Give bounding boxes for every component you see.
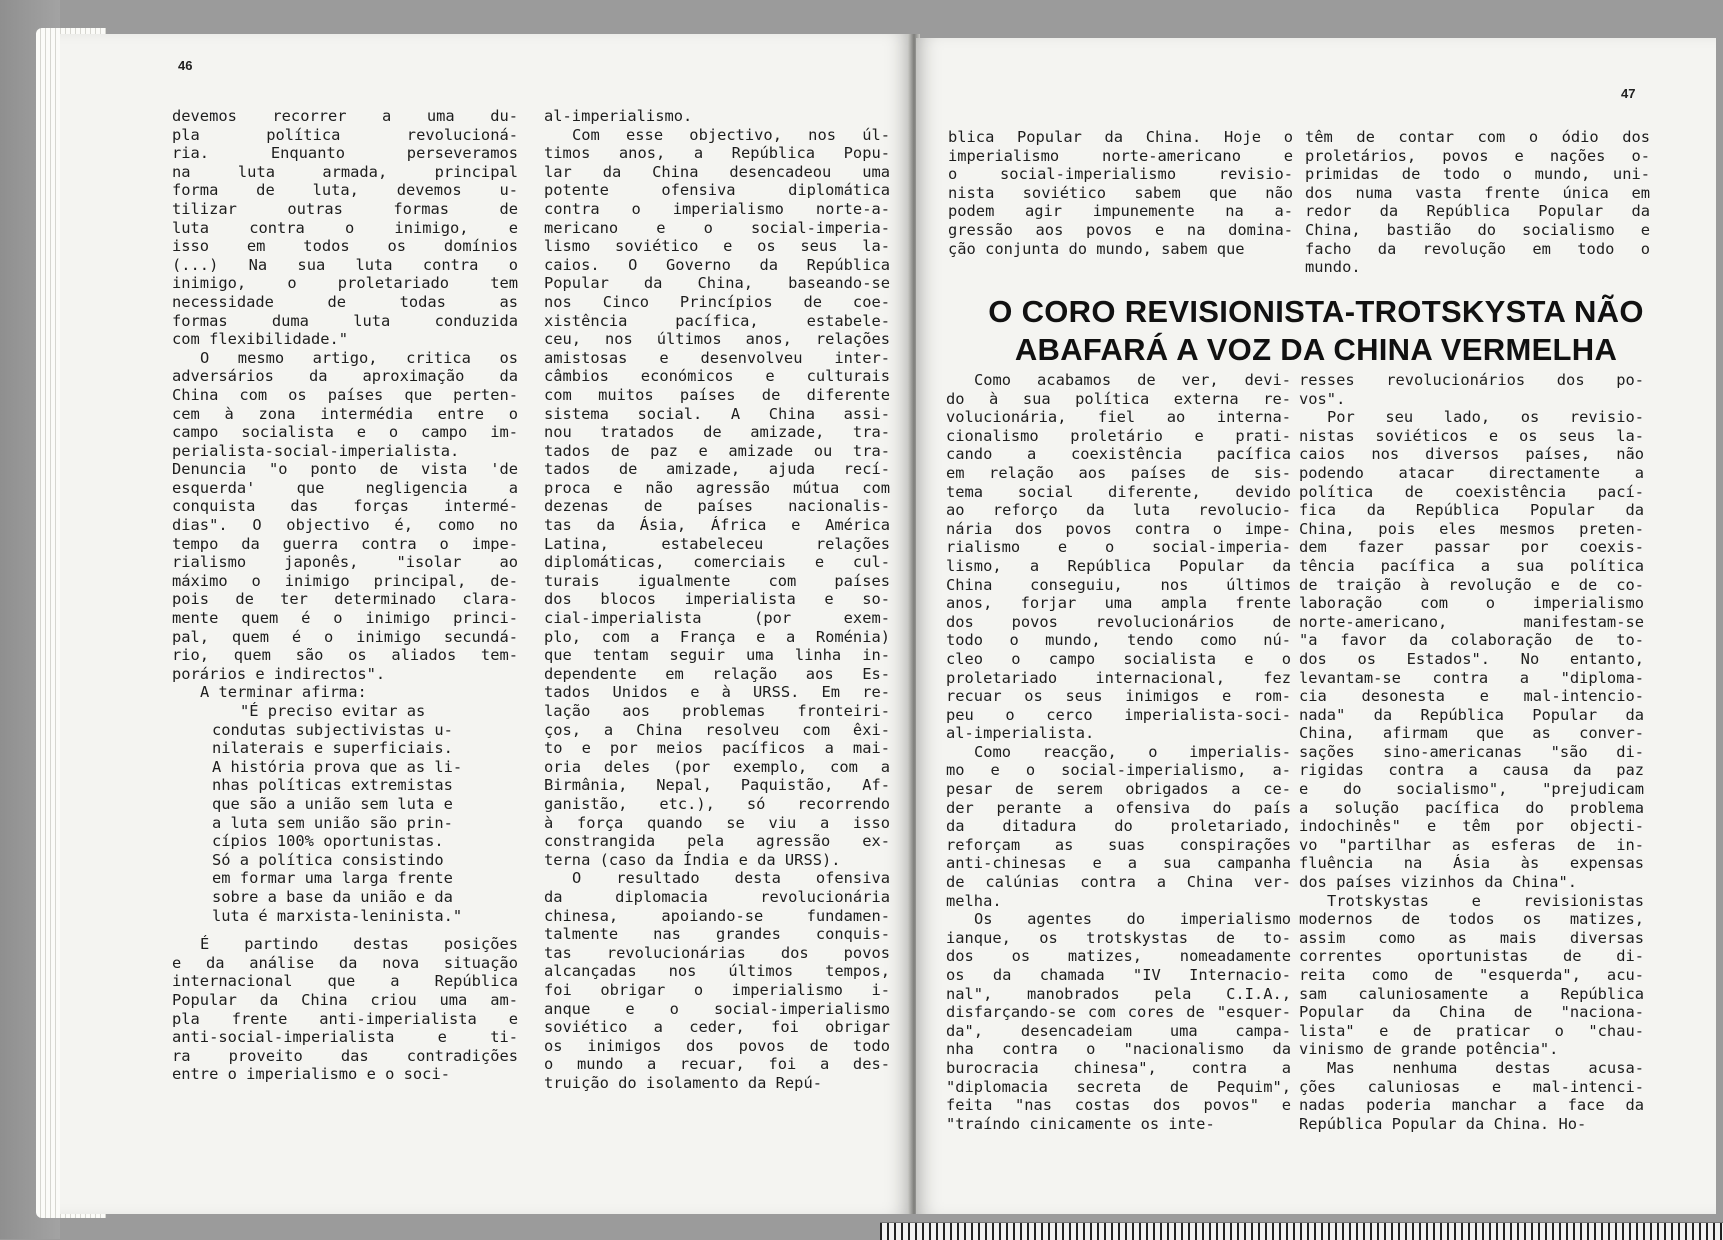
text-line: que são a união sem luta e xyxy=(212,794,453,813)
text-line: ao reforço da luta revolucio- xyxy=(946,501,1291,520)
text-line: "a favor da colaboração de to- xyxy=(1299,631,1644,650)
text-line: lismo, a República Popular da xyxy=(946,556,1291,575)
text-line: rio, quem são os aliados tem- xyxy=(172,646,518,665)
text-line: pesar de serem obrigados a ce- xyxy=(946,780,1291,799)
text-line: tilizar outras formas de xyxy=(172,199,518,218)
text-line: Denuncia "o ponto de vista 'de xyxy=(172,460,518,479)
text-line: imperialismo norte-americano e xyxy=(948,146,1293,165)
text-line: dos os Estados". No entanto, xyxy=(1299,649,1644,668)
text-line: política de coexistência pací- xyxy=(1299,482,1644,501)
text-line: pois de ter determinado clara- xyxy=(172,590,518,609)
text-line: dos povos revolucionários de xyxy=(946,612,1291,631)
text-line: Como reacção, o imperialis- xyxy=(974,742,1291,761)
text-line: nada" da República Popular da xyxy=(1299,705,1644,724)
text-line: "É preciso evitar as xyxy=(240,702,426,720)
text-line: assim como as mais diversas xyxy=(1299,928,1644,947)
text-line: da diplomacia revolucionária xyxy=(544,887,890,906)
text-line: sobre a base da união e da xyxy=(212,887,453,906)
text-line: cem à zona intermédia entre o xyxy=(172,404,518,423)
text-line: têm de contar com o ódio dos xyxy=(1305,128,1650,146)
text-line: oria deles (por exemplo, com a xyxy=(544,757,890,776)
left-page xyxy=(60,34,912,1214)
text-line: à força quando se viu a isso xyxy=(544,813,890,832)
text-line: caios. O Governo da República xyxy=(544,255,890,274)
text-line: máximo o inimigo principal, de- xyxy=(172,571,518,590)
text-line: tados de paz e amizade ou tra- xyxy=(544,441,890,460)
text-line: tema social diferente, devido xyxy=(946,482,1291,501)
text-line: Só a política consistindo xyxy=(212,850,444,869)
text-line: tas revolucionárias dos povos xyxy=(544,943,890,962)
text-line: forma de luta, devemos u- xyxy=(172,181,518,200)
text-line: podendo atacar directamente a xyxy=(1299,463,1644,482)
text-line: formas duma luta conduzida xyxy=(172,311,518,330)
text-line: Popular da China, baseando-se xyxy=(544,274,890,293)
right-page xyxy=(916,38,1716,1214)
text-line: o mundo a recuar, foi a des- xyxy=(544,1055,890,1074)
text-line: to e por meios pacíficos a mai- xyxy=(544,739,890,758)
text-line: conquista das forças intermé- xyxy=(172,497,518,516)
text-line: timos anos, a República Popu- xyxy=(544,144,890,163)
text-line: Birmânia, Nepal, Paquistão, Af- xyxy=(544,776,890,795)
right-page-bottom-column-1 xyxy=(946,371,1291,1133)
text-line: a solução pacífica do problema xyxy=(1299,798,1644,817)
text-line: der perante a ofensiva do país xyxy=(946,798,1291,817)
text-line: mo e o social-imperialismo, a- xyxy=(946,761,1291,780)
text-line: disfarçando-se com cores de "esquer- xyxy=(946,1003,1291,1022)
text-line: e da análise da nova situação xyxy=(172,953,518,972)
text-line: anque e o social-imperialismo xyxy=(544,999,890,1018)
text-line: nistas soviéticos e os seus la- xyxy=(1299,426,1644,445)
text-line: amistosas e desenvolveu inter- xyxy=(544,348,890,367)
text-line: norte-americano, manifestam-se xyxy=(1299,612,1644,631)
text-line: tados de amizade, ajuda recí- xyxy=(544,460,890,479)
text-line: mericano e o social-imperia- xyxy=(544,218,890,237)
text-line: recuar os seus inimigos e rom- xyxy=(946,687,1291,706)
text-line: inimigo, o proletariado tem xyxy=(172,274,518,293)
text-line: volucionária, fiel ao interna- xyxy=(946,408,1291,427)
text-line: lista" e de praticar o "chau- xyxy=(1299,1021,1644,1040)
text-line: de calúnias contra a China ver- xyxy=(946,873,1291,892)
page-number-46: 46 xyxy=(178,58,193,73)
text-line: República Popular da China. Ho- xyxy=(1299,1114,1587,1133)
text-line: com muitos países de diferente xyxy=(544,385,890,404)
text-line: modernos de todos os matizes, xyxy=(1299,910,1644,929)
text-line: nilaterais e superficiais. xyxy=(212,739,453,758)
text-line: O mesmo artigo, critica os xyxy=(200,348,518,367)
text-line: esquerda' que negligencia a xyxy=(172,478,518,497)
text-line: Por seu lado, os revisio- xyxy=(1327,408,1644,427)
text-line: correntes oportunistas de di- xyxy=(1299,947,1644,966)
text-line: al-imperialismo. xyxy=(544,107,693,125)
text-line: rialismo japonês, "isolar ao xyxy=(172,553,518,572)
text-line: al-imperialista. xyxy=(946,724,1095,743)
text-line: lismo soviético e os seus la- xyxy=(544,237,890,256)
text-line: mente quem é o inimigo princi- xyxy=(172,609,518,628)
page-number-47: 47 xyxy=(1621,86,1636,101)
text-line: Mas nenhuma destas acusa- xyxy=(1327,1058,1644,1077)
text-line: condutas subjectivistas u- xyxy=(212,720,453,739)
text-line: terna (caso da Índia e da URSS). xyxy=(544,850,841,869)
text-line: isso em todos os domínios xyxy=(172,237,518,256)
text-line: vo "partilhar as esferas de in- xyxy=(1299,835,1644,854)
text-line: "diplomacia secreta de Pequim", xyxy=(946,1077,1291,1096)
text-line: nária dos povos contra o impe- xyxy=(946,519,1291,538)
text-line: melha. xyxy=(946,891,1002,910)
text-line: necessidade de todas as xyxy=(172,292,518,311)
text-line: ção conjunta do mundo, sabem que xyxy=(948,239,1245,258)
text-line: É partindo destas posições xyxy=(200,935,518,954)
text-line: laboração com o imperialismo xyxy=(1299,594,1644,613)
text-line: e do socialismo", "prejudicam xyxy=(1299,780,1644,799)
text-line: rigidas contra a causa da paz xyxy=(1299,761,1644,780)
text-line: reforçam as suas conspirações xyxy=(946,835,1291,854)
right-page-top-column-1 xyxy=(948,128,1293,258)
text-line: ria. Enquanto perseveramos xyxy=(172,144,518,163)
text-line: Popular da China de "naciona- xyxy=(1299,1003,1644,1022)
text-line: devemos recorrer a uma du- xyxy=(172,107,518,125)
text-line: sações sino-americanas "são di- xyxy=(1299,742,1644,761)
text-line: de traição à revolução e de co- xyxy=(1299,575,1644,594)
right-page-top-column-2 xyxy=(1305,128,1650,277)
text-line: pla política revolucioná- xyxy=(172,125,518,144)
text-line: turais igualmente com países xyxy=(544,571,890,590)
text-line: ços, a China resolveu com êxi- xyxy=(544,720,890,739)
text-line: a luta sem união são prin- xyxy=(212,813,453,832)
text-line: burocracia chinesa", contra a xyxy=(946,1058,1291,1077)
text-line: Os agentes do imperialismo xyxy=(974,910,1291,929)
text-line: nal", manobrados pela C.I.A., xyxy=(946,984,1291,1003)
text-line: indochinês" e têm por objecti- xyxy=(1299,817,1644,836)
text-line: em formar uma larga frente xyxy=(212,869,453,888)
text-line: primidas de todo o mundo, uni- xyxy=(1305,165,1650,184)
text-line: facho da revolução em todo o xyxy=(1305,239,1650,258)
text-line: que tentam seguir uma linha in- xyxy=(544,646,890,665)
text-line: feita "nas costas dos povos" e xyxy=(946,1096,1291,1115)
text-line: dos blocos imperialista e so- xyxy=(544,590,890,609)
text-line: levantam-se contra a "diploma- xyxy=(1299,668,1644,687)
text-line: ra proveito das contradições xyxy=(172,1046,518,1065)
text-line: fica da República Popular da xyxy=(1299,501,1644,520)
text-line: lação aos problemas fronteiri- xyxy=(544,702,890,720)
text-line: cleo o campo socialista e o xyxy=(946,649,1291,668)
text-line: mundo. xyxy=(1305,258,1361,277)
text-line: nista soviético sabem que não xyxy=(948,183,1293,202)
text-line: ianque, os trotskystas de to- xyxy=(946,928,1291,947)
text-line: proletários, povos e nações o- xyxy=(1305,146,1650,165)
text-line: sam caluniosamente a República xyxy=(1299,984,1644,1003)
text-line: diplomáticas, comerciais e cul- xyxy=(544,553,890,572)
text-line: proca e não agressão mútua com xyxy=(544,478,890,497)
text-line: o social-imperialismo revisio- xyxy=(948,165,1293,184)
text-line: câmbios económicos e culturais xyxy=(544,367,890,386)
text-line: China com os países que perten- xyxy=(172,385,518,404)
text-line: ganistão, etc.), só recorrendo xyxy=(544,794,890,813)
text-line: anos, forjar uma ampla frente xyxy=(946,594,1291,613)
text-line: adversários da aproximação da xyxy=(172,367,518,386)
text-line: dos países vizinhos da China". xyxy=(1299,873,1577,892)
text-line: tados Unidos e à URSS. Em re- xyxy=(544,683,890,702)
text-line: redor da República Popular da xyxy=(1305,202,1650,221)
text-line: Latina, estabeleceu relações xyxy=(544,534,890,553)
text-line: tempo da guerra contra o impe- xyxy=(172,534,518,553)
text-line: China, pois eles mesmos preten- xyxy=(1299,519,1644,538)
text-line: peu o cerco imperialista-soci- xyxy=(946,705,1291,724)
text-line: da", desencadeiam uma campa- xyxy=(946,1021,1291,1040)
text-line: foi obrigar o imperialismo i- xyxy=(544,980,890,999)
text-line: dezenas de países nacionalis- xyxy=(544,497,890,516)
text-line: cípios 100% oportunistas. xyxy=(212,832,444,851)
text-line: na luta armada, principal xyxy=(172,162,518,181)
text-line: Popular da China criou uma am- xyxy=(172,990,518,1009)
text-line: podem agir impunemente na a- xyxy=(948,202,1293,221)
text-line: "traíndo cinicamente os inte- xyxy=(946,1114,1215,1133)
text-line: China, afirmam que as conver- xyxy=(1299,724,1644,743)
text-line: nadas poderia manchar a face da xyxy=(1299,1096,1644,1115)
text-line: dos os matizes, nomeadamente xyxy=(946,947,1291,966)
text-line: contra o imperialismo norte-a- xyxy=(544,199,890,218)
text-line: alcançadas nos últimos tempos, xyxy=(544,962,890,981)
left-page-column-2 xyxy=(544,107,890,1092)
text-line: tas da Ásia, África e América xyxy=(544,516,890,535)
text-line: dos numa vasta frente única em xyxy=(1305,183,1650,202)
text-line: luta é marxista-leninista." xyxy=(212,906,463,925)
text-line: A história prova que as li- xyxy=(212,757,463,776)
text-line: perialista-social-imperialista. xyxy=(172,441,460,460)
text-line: anti-social-imperialista e ti- xyxy=(172,1028,518,1047)
text-line: campo socialista e o campo im- xyxy=(172,423,518,442)
text-line: do à sua política externa re- xyxy=(946,389,1291,408)
text-line: ceu, nos últimos anos, relações xyxy=(544,330,890,349)
text-line: soviético a ceder, foi obrigar xyxy=(544,1018,890,1037)
text-line: entre o imperialismo e o soci- xyxy=(172,1065,450,1084)
text-line: pla frente anti-imperialista e xyxy=(172,1009,518,1028)
text-line: tência pacífica a sua política xyxy=(1299,556,1644,575)
text-line: cia desonesta e mal-intencio- xyxy=(1299,687,1644,706)
text-line: cial-imperialista (por exem- xyxy=(544,609,890,628)
text-line: cando a coexistência pacífica xyxy=(946,445,1291,464)
text-line: nhas políticas extremistas xyxy=(212,776,453,795)
text-line: pal, quem é o inimigo secundá- xyxy=(172,627,518,646)
text-line: internacional que a República xyxy=(172,972,518,991)
text-line: (...) Na sua luta contra o xyxy=(172,255,518,274)
text-line: nou tratados de amizade, tra- xyxy=(544,423,890,442)
text-line: dias". O objectivo é, como no xyxy=(172,516,518,535)
scan-scale-ruler xyxy=(880,1222,1723,1240)
right-page-bottom-column-2 xyxy=(1299,371,1644,1133)
text-line: talmente nas grandes conquis- xyxy=(544,925,890,944)
text-line: Como acabamos de ver, devi- xyxy=(974,371,1291,389)
left-page-column-1 xyxy=(172,107,518,1084)
text-line: em relação aos países de sis- xyxy=(946,463,1291,482)
text-line: os inimigos dos povos de todo xyxy=(544,1036,890,1055)
text-line: truição do isolamento da Repú- xyxy=(544,1073,822,1092)
text-line: Trotskystas e revisionistas xyxy=(1327,891,1644,910)
text-line: xistência pacífica, estabele- xyxy=(544,311,890,330)
text-line: A terminar afirma: xyxy=(200,683,367,702)
text-line: gressão aos povos e na domina- xyxy=(948,220,1293,239)
text-line: dem fazer passar por coexis- xyxy=(1299,538,1644,557)
text-line: vos". xyxy=(1299,389,1346,408)
text-line: com flexibilidade." xyxy=(172,330,349,349)
text-line: da ditadura do proletariado, xyxy=(946,817,1291,836)
text-line: anti-chinesas e a sua campanha xyxy=(946,854,1291,873)
text-line: blica Popular da China. Hoje o xyxy=(948,128,1293,146)
text-line: cionalismo proletário e prati- xyxy=(946,426,1291,445)
text-line: caios nos diversos países, não xyxy=(1299,445,1644,464)
text-line: nos Cinco Princípios de coe- xyxy=(544,292,890,311)
text-line: chinesa, apoiando-se fundamen- xyxy=(544,906,890,925)
text-line: os da chamada "IV Internacio- xyxy=(946,966,1291,984)
text-line: potente ofensiva diplomática xyxy=(544,181,890,200)
text-line: vinismo de grande potência". xyxy=(1299,1040,1559,1059)
text-line: fluência na Ásia às expensas xyxy=(1299,854,1644,873)
text-line: luta contra o inimigo, e xyxy=(172,218,518,237)
text-line: China conseguiu, nos últimos xyxy=(946,575,1291,594)
text-line: China, bastião do socialismo e xyxy=(1305,220,1650,239)
text-line: ções caluniosas e mal-intenci- xyxy=(1299,1077,1644,1096)
text-line: proletariado internacional, fez xyxy=(946,668,1291,687)
text-line: Com esse objectivo, nos úl- xyxy=(572,125,890,144)
text-line: lar da China desencadeou uma xyxy=(544,162,890,181)
text-line: todo o mundo, tendo como nú- xyxy=(946,631,1291,650)
article-headline: O CORO REVISIONISTA-TROTSKYSTA NÃO ABAFARÁ A VOZ DA CHINA VERMELHA xyxy=(988,294,1644,367)
text-line: porários e indirectos". xyxy=(172,664,386,683)
text-line: O resultado desta ofensiva xyxy=(572,869,890,888)
text-line: nha contra o "nacionalismo da xyxy=(946,1040,1291,1059)
text-line: reita como de "esquerda", acu- xyxy=(1299,966,1644,984)
text-line: resses revolucionários dos po- xyxy=(1299,371,1644,389)
text-line: sistema social. A China assi- xyxy=(544,404,890,423)
text-line: dependente em relação aos Es- xyxy=(544,664,890,683)
text-line: constrangida pela agressão ex- xyxy=(544,832,890,851)
text-line: plo, com a França e a Roménia) xyxy=(544,627,890,646)
text-line: rialismo e o social-imperia- xyxy=(946,538,1291,557)
